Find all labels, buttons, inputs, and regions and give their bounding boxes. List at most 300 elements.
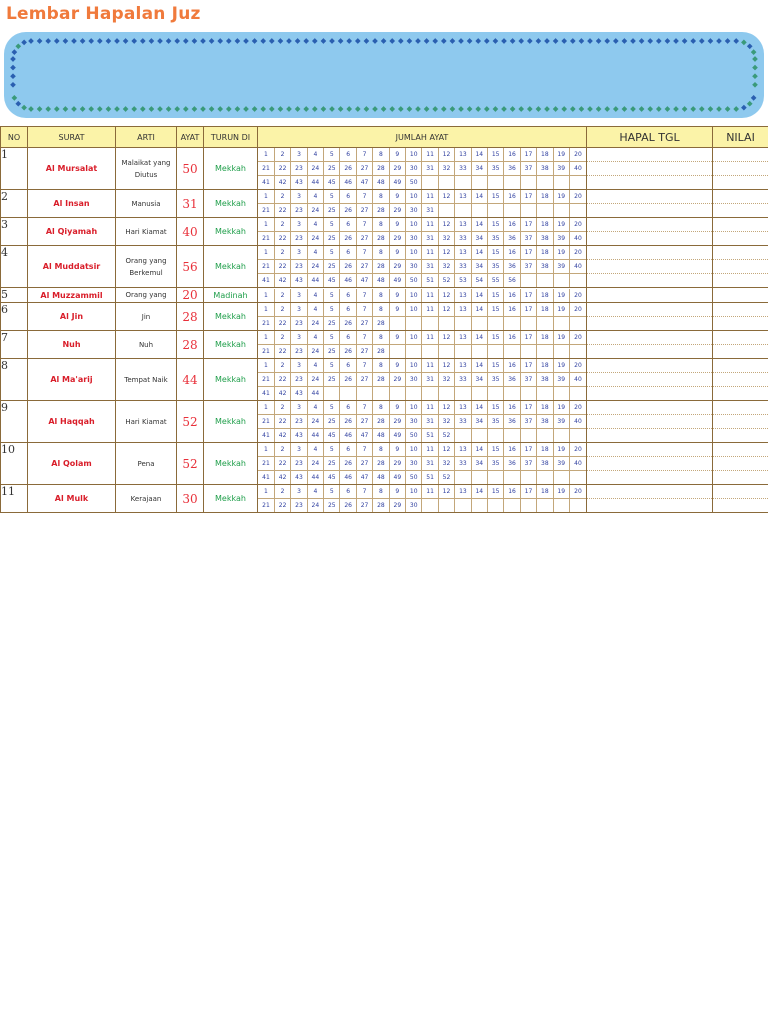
- ayat-cell[interactable]: 40: [569, 457, 586, 471]
- ayat-cell[interactable]: [537, 429, 553, 443]
- ayat-cell[interactable]: 11: [422, 218, 438, 232]
- ayat-cell[interactable]: 7: [356, 485, 372, 499]
- ayat-cell[interactable]: 3: [291, 303, 307, 317]
- ayat-cell[interactable]: 28: [373, 232, 389, 246]
- ayat-cell[interactable]: [438, 499, 454, 513]
- ayat-cell[interactable]: 14: [471, 190, 487, 204]
- ayat-cell[interactable]: 13: [455, 401, 471, 415]
- ayat-cell[interactable]: 17: [520, 190, 536, 204]
- ayat-cell[interactable]: [537, 387, 553, 401]
- ayat-cell[interactable]: 7: [356, 218, 372, 232]
- ayat-cell[interactable]: 41: [258, 387, 274, 401]
- ayat-cell[interactable]: 20: [569, 331, 586, 345]
- ayat-cell[interactable]: 2: [274, 303, 290, 317]
- ayat-cell[interactable]: 2: [274, 443, 290, 457]
- nilai-field[interactable]: [713, 359, 768, 401]
- ayat-cell[interactable]: 5: [324, 401, 340, 415]
- ayat-cell[interactable]: [487, 176, 503, 190]
- ayat-cell[interactable]: 37: [520, 232, 536, 246]
- ayat-cell[interactable]: 32: [438, 457, 454, 471]
- ayat-cell[interactable]: 49: [389, 274, 405, 288]
- ayat-cell[interactable]: 30: [406, 232, 422, 246]
- ayat-cell[interactable]: 20: [569, 303, 586, 317]
- ayat-cell[interactable]: 3: [291, 359, 307, 373]
- ayat-cell[interactable]: 6: [340, 303, 356, 317]
- ayat-cell[interactable]: [553, 471, 569, 485]
- ayat-cell[interactable]: 27: [356, 345, 372, 359]
- ayat-cell[interactable]: 24: [307, 499, 323, 513]
- ayat-cell[interactable]: 26: [340, 373, 356, 387]
- ayat-cell[interactable]: 36: [504, 457, 520, 471]
- ayat-cell[interactable]: 2: [274, 148, 290, 162]
- ayat-cell[interactable]: 15: [487, 218, 503, 232]
- ayat-cell[interactable]: 4: [307, 190, 323, 204]
- ayat-cell[interactable]: 38: [537, 415, 553, 429]
- ayat-cell[interactable]: 20: [569, 289, 586, 302]
- ayat-cell[interactable]: [422, 345, 438, 359]
- ayat-cell[interactable]: 15: [487, 303, 503, 317]
- ayat-cell[interactable]: [487, 499, 503, 513]
- ayat-cell[interactable]: 17: [520, 485, 536, 499]
- ayat-cell[interactable]: [537, 345, 553, 359]
- ayat-cell[interactable]: 4: [307, 246, 323, 260]
- ayat-cell[interactable]: 22: [274, 499, 290, 513]
- ayat-cell[interactable]: [569, 317, 586, 331]
- ayat-cell[interactable]: 14: [471, 443, 487, 457]
- hapal-date-field[interactable]: [587, 303, 713, 331]
- ayat-cell[interactable]: 1: [258, 289, 274, 302]
- ayat-cell[interactable]: 27: [356, 457, 372, 471]
- ayat-cell[interactable]: 45: [324, 176, 340, 190]
- ayat-cell[interactable]: 15: [487, 401, 503, 415]
- ayat-cell[interactable]: 34: [471, 457, 487, 471]
- ayat-cell[interactable]: 46: [340, 176, 356, 190]
- ayat-cell[interactable]: 33: [455, 162, 471, 176]
- ayat-cell[interactable]: 45: [324, 429, 340, 443]
- ayat-cell[interactable]: 12: [438, 303, 454, 317]
- ayat-cell[interactable]: 7: [356, 190, 372, 204]
- hapal-date-field[interactable]: [587, 148, 713, 190]
- ayat-cell[interactable]: 12: [438, 331, 454, 345]
- nilai-field[interactable]: [713, 485, 768, 513]
- ayat-cell[interactable]: 20: [569, 485, 586, 499]
- ayat-cell[interactable]: 9: [389, 148, 405, 162]
- ayat-cell[interactable]: 27: [356, 317, 372, 331]
- ayat-cell[interactable]: 7: [356, 148, 372, 162]
- ayat-cell[interactable]: 36: [504, 232, 520, 246]
- ayat-cell[interactable]: 39: [553, 232, 569, 246]
- nilai-field[interactable]: [713, 218, 768, 246]
- ayat-cell[interactable]: 3: [291, 246, 307, 260]
- ayat-cell[interactable]: [324, 387, 340, 401]
- ayat-cell[interactable]: 14: [471, 401, 487, 415]
- ayat-cell[interactable]: 13: [455, 246, 471, 260]
- ayat-cell[interactable]: 35: [487, 415, 503, 429]
- ayat-cell[interactable]: [520, 317, 536, 331]
- ayat-cell[interactable]: 36: [504, 415, 520, 429]
- ayat-cell[interactable]: [520, 429, 536, 443]
- ayat-cell[interactable]: 18: [537, 289, 553, 302]
- ayat-cell[interactable]: 14: [471, 289, 487, 302]
- ayat-cell[interactable]: 39: [553, 415, 569, 429]
- ayat-cell[interactable]: 52: [438, 429, 454, 443]
- ayat-cell[interactable]: 2: [274, 485, 290, 499]
- ayat-cell[interactable]: 8: [373, 218, 389, 232]
- ayat-cell[interactable]: [487, 387, 503, 401]
- ayat-cell[interactable]: 12: [438, 148, 454, 162]
- ayat-cell[interactable]: 33: [455, 232, 471, 246]
- ayat-cell[interactable]: 17: [520, 359, 536, 373]
- nilai-field[interactable]: [713, 331, 768, 359]
- ayat-cell[interactable]: [455, 345, 471, 359]
- ayat-cell[interactable]: 48: [373, 176, 389, 190]
- ayat-cell[interactable]: 3: [291, 190, 307, 204]
- ayat-cell[interactable]: 20: [569, 218, 586, 232]
- ayat-cell[interactable]: 9: [389, 303, 405, 317]
- ayat-cell[interactable]: 38: [537, 260, 553, 274]
- ayat-cell[interactable]: 10: [406, 443, 422, 457]
- ayat-cell[interactable]: 21: [258, 204, 274, 218]
- ayat-cell[interactable]: 29: [389, 373, 405, 387]
- ayat-cell[interactable]: [520, 471, 536, 485]
- ayat-cell[interactable]: 6: [340, 359, 356, 373]
- ayat-cell[interactable]: 9: [389, 485, 405, 499]
- ayat-cell[interactable]: 28: [373, 204, 389, 218]
- ayat-cell[interactable]: [569, 471, 586, 485]
- ayat-cell[interactable]: 25: [324, 260, 340, 274]
- ayat-cell[interactable]: 37: [520, 373, 536, 387]
- ayat-cell[interactable]: 27: [356, 499, 372, 513]
- ayat-cell[interactable]: 22: [274, 415, 290, 429]
- ayat-cell[interactable]: 15: [487, 485, 503, 499]
- ayat-cell[interactable]: 33: [455, 373, 471, 387]
- ayat-cell[interactable]: 1: [258, 485, 274, 499]
- ayat-cell[interactable]: 2: [274, 331, 290, 345]
- ayat-cell[interactable]: [471, 387, 487, 401]
- hapal-date-field[interactable]: [587, 331, 713, 359]
- ayat-cell[interactable]: 21: [258, 457, 274, 471]
- ayat-cell[interactable]: 38: [537, 232, 553, 246]
- ayat-cell[interactable]: 19: [553, 289, 569, 302]
- ayat-cell[interactable]: 8: [373, 359, 389, 373]
- ayat-cell[interactable]: [537, 176, 553, 190]
- ayat-cell[interactable]: 32: [438, 415, 454, 429]
- ayat-cell[interactable]: 40: [569, 260, 586, 274]
- ayat-cell[interactable]: 31: [422, 415, 438, 429]
- ayat-cell[interactable]: 31: [422, 232, 438, 246]
- ayat-cell[interactable]: 25: [324, 232, 340, 246]
- ayat-cell[interactable]: 6: [340, 289, 356, 302]
- ayat-cell[interactable]: 7: [356, 359, 372, 373]
- ayat-cell[interactable]: 43: [291, 274, 307, 288]
- ayat-cell[interactable]: 17: [520, 303, 536, 317]
- ayat-cell[interactable]: 8: [373, 401, 389, 415]
- ayat-cell[interactable]: 36: [504, 260, 520, 274]
- ayat-cell[interactable]: [504, 317, 520, 331]
- ayat-cell[interactable]: 2: [274, 289, 290, 302]
- ayat-cell[interactable]: 18: [537, 443, 553, 457]
- ayat-cell[interactable]: 31: [422, 260, 438, 274]
- ayat-cell[interactable]: 47: [356, 429, 372, 443]
- ayat-cell[interactable]: [455, 317, 471, 331]
- ayat-cell[interactable]: [406, 345, 422, 359]
- ayat-cell[interactable]: 16: [504, 443, 520, 457]
- ayat-cell[interactable]: [406, 387, 422, 401]
- ayat-cell[interactable]: 16: [504, 485, 520, 499]
- ayat-cell[interactable]: 7: [356, 289, 372, 302]
- ayat-cell[interactable]: 26: [340, 457, 356, 471]
- ayat-cell[interactable]: 5: [324, 246, 340, 260]
- ayat-cell[interactable]: 30: [406, 499, 422, 513]
- ayat-cell[interactable]: 17: [520, 401, 536, 415]
- hapal-date-field[interactable]: [587, 190, 713, 218]
- ayat-cell[interactable]: 49: [389, 471, 405, 485]
- ayat-cell[interactable]: 3: [291, 485, 307, 499]
- ayat-cell[interactable]: 15: [487, 246, 503, 260]
- ayat-cell[interactable]: 44: [307, 387, 323, 401]
- ayat-cell[interactable]: 9: [389, 401, 405, 415]
- ayat-cell[interactable]: 5: [324, 289, 340, 302]
- ayat-cell[interactable]: [471, 317, 487, 331]
- ayat-cell[interactable]: [569, 345, 586, 359]
- ayat-cell[interactable]: 49: [389, 176, 405, 190]
- ayat-cell[interactable]: [422, 317, 438, 331]
- ayat-cell[interactable]: 21: [258, 317, 274, 331]
- ayat-cell[interactable]: 52: [438, 274, 454, 288]
- ayat-cell[interactable]: 25: [324, 415, 340, 429]
- ayat-cell[interactable]: 18: [537, 331, 553, 345]
- ayat-cell[interactable]: [356, 387, 372, 401]
- ayat-cell[interactable]: 28: [373, 499, 389, 513]
- ayat-cell[interactable]: [537, 274, 553, 288]
- ayat-cell[interactable]: 13: [455, 190, 471, 204]
- ayat-cell[interactable]: 11: [422, 485, 438, 499]
- ayat-cell[interactable]: [520, 274, 536, 288]
- ayat-cell[interactable]: 35: [487, 162, 503, 176]
- ayat-cell[interactable]: 25: [324, 204, 340, 218]
- ayat-cell[interactable]: 15: [487, 289, 503, 302]
- ayat-cell[interactable]: 28: [373, 345, 389, 359]
- ayat-cell[interactable]: 13: [455, 443, 471, 457]
- ayat-cell[interactable]: 20: [569, 359, 586, 373]
- ayat-cell[interactable]: 33: [455, 260, 471, 274]
- ayat-cell[interactable]: 8: [373, 289, 389, 302]
- ayat-cell[interactable]: 24: [307, 345, 323, 359]
- nilai-field[interactable]: [713, 401, 768, 443]
- ayat-cell[interactable]: 14: [471, 485, 487, 499]
- ayat-cell[interactable]: 24: [307, 457, 323, 471]
- ayat-cell[interactable]: [389, 345, 405, 359]
- ayat-cell[interactable]: [438, 204, 454, 218]
- ayat-cell[interactable]: 38: [537, 373, 553, 387]
- ayat-cell[interactable]: 27: [356, 373, 372, 387]
- ayat-cell[interactable]: 8: [373, 331, 389, 345]
- nilai-field[interactable]: [713, 443, 768, 485]
- ayat-cell[interactable]: 17: [520, 443, 536, 457]
- ayat-cell[interactable]: 25: [324, 162, 340, 176]
- ayat-cell[interactable]: 26: [340, 499, 356, 513]
- ayat-cell[interactable]: 19: [553, 331, 569, 345]
- ayat-cell[interactable]: 27: [356, 162, 372, 176]
- ayat-cell[interactable]: 26: [340, 345, 356, 359]
- ayat-cell[interactable]: 22: [274, 260, 290, 274]
- ayat-cell[interactable]: [537, 471, 553, 485]
- ayat-cell[interactable]: 35: [487, 232, 503, 246]
- ayat-cell[interactable]: [455, 499, 471, 513]
- ayat-cell[interactable]: 27: [356, 232, 372, 246]
- ayat-cell[interactable]: 19: [553, 218, 569, 232]
- ayat-cell[interactable]: 5: [324, 303, 340, 317]
- ayat-cell[interactable]: 10: [406, 190, 422, 204]
- ayat-cell[interactable]: [406, 317, 422, 331]
- ayat-cell[interactable]: 48: [373, 471, 389, 485]
- ayat-cell[interactable]: 17: [520, 218, 536, 232]
- ayat-cell[interactable]: 41: [258, 429, 274, 443]
- ayat-cell[interactable]: [487, 471, 503, 485]
- ayat-cell[interactable]: 8: [373, 148, 389, 162]
- ayat-cell[interactable]: 31: [422, 373, 438, 387]
- ayat-cell[interactable]: 32: [438, 232, 454, 246]
- ayat-cell[interactable]: 28: [373, 260, 389, 274]
- ayat-cell[interactable]: 34: [471, 232, 487, 246]
- ayat-cell[interactable]: 6: [340, 218, 356, 232]
- nilai-field[interactable]: [713, 303, 768, 331]
- ayat-cell[interactable]: 9: [389, 331, 405, 345]
- ayat-cell[interactable]: 42: [274, 387, 290, 401]
- ayat-cell[interactable]: 1: [258, 218, 274, 232]
- ayat-cell[interactable]: [504, 387, 520, 401]
- ayat-cell[interactable]: 44: [307, 274, 323, 288]
- ayat-cell[interactable]: [553, 387, 569, 401]
- ayat-cell[interactable]: 17: [520, 289, 536, 302]
- ayat-cell[interactable]: [487, 317, 503, 331]
- ayat-cell[interactable]: 13: [455, 148, 471, 162]
- ayat-cell[interactable]: [487, 204, 503, 218]
- ayat-cell[interactable]: 34: [471, 373, 487, 387]
- ayat-cell[interactable]: 6: [340, 246, 356, 260]
- ayat-cell[interactable]: 10: [406, 359, 422, 373]
- ayat-cell[interactable]: 29: [389, 162, 405, 176]
- ayat-cell[interactable]: 43: [291, 176, 307, 190]
- ayat-cell[interactable]: 29: [389, 499, 405, 513]
- ayat-cell[interactable]: 39: [553, 162, 569, 176]
- ayat-cell[interactable]: 4: [307, 218, 323, 232]
- ayat-cell[interactable]: 44: [307, 429, 323, 443]
- ayat-cell[interactable]: 11: [422, 246, 438, 260]
- ayat-cell[interactable]: 13: [455, 331, 471, 345]
- ayat-cell[interactable]: 40: [569, 162, 586, 176]
- ayat-cell[interactable]: 1: [258, 190, 274, 204]
- ayat-cell[interactable]: 11: [422, 331, 438, 345]
- ayat-cell[interactable]: [455, 204, 471, 218]
- ayat-cell[interactable]: 22: [274, 457, 290, 471]
- ayat-cell[interactable]: 16: [504, 401, 520, 415]
- ayat-cell[interactable]: 36: [504, 373, 520, 387]
- ayat-cell[interactable]: 43: [291, 387, 307, 401]
- ayat-cell[interactable]: 12: [438, 443, 454, 457]
- ayat-cell[interactable]: 30: [406, 162, 422, 176]
- ayat-cell[interactable]: 23: [291, 232, 307, 246]
- ayat-cell[interactable]: 23: [291, 204, 307, 218]
- ayat-cell[interactable]: 32: [438, 260, 454, 274]
- ayat-cell[interactable]: 47: [356, 176, 372, 190]
- ayat-cell[interactable]: 29: [389, 232, 405, 246]
- ayat-cell[interactable]: [537, 204, 553, 218]
- ayat-cell[interactable]: 4: [307, 289, 323, 302]
- ayat-cell[interactable]: [471, 204, 487, 218]
- ayat-cell[interactable]: 10: [406, 331, 422, 345]
- ayat-cell[interactable]: 25: [324, 499, 340, 513]
- ayat-cell[interactable]: 29: [389, 204, 405, 218]
- ayat-cell[interactable]: 55: [487, 274, 503, 288]
- ayat-cell[interactable]: 10: [406, 485, 422, 499]
- ayat-cell[interactable]: 19: [553, 246, 569, 260]
- ayat-cell[interactable]: [422, 176, 438, 190]
- ayat-cell[interactable]: 14: [471, 359, 487, 373]
- nilai-field[interactable]: [713, 148, 768, 190]
- ayat-cell[interactable]: 3: [291, 401, 307, 415]
- ayat-cell[interactable]: 50: [406, 429, 422, 443]
- ayat-cell[interactable]: 5: [324, 359, 340, 373]
- ayat-cell[interactable]: [520, 387, 536, 401]
- ayat-cell[interactable]: 38: [537, 162, 553, 176]
- ayat-cell[interactable]: 18: [537, 401, 553, 415]
- ayat-cell[interactable]: 4: [307, 485, 323, 499]
- ayat-cell[interactable]: 1: [258, 359, 274, 373]
- ayat-cell[interactable]: 46: [340, 429, 356, 443]
- ayat-cell[interactable]: [553, 274, 569, 288]
- ayat-cell[interactable]: 15: [487, 443, 503, 457]
- ayat-cell[interactable]: 48: [373, 274, 389, 288]
- hapal-date-field[interactable]: [587, 359, 713, 401]
- ayat-cell[interactable]: 21: [258, 415, 274, 429]
- ayat-cell[interactable]: [553, 176, 569, 190]
- ayat-cell[interactable]: 3: [291, 331, 307, 345]
- ayat-cell[interactable]: 45: [324, 274, 340, 288]
- ayat-cell[interactable]: 1: [258, 303, 274, 317]
- ayat-cell[interactable]: 19: [553, 303, 569, 317]
- ayat-cell[interactable]: 39: [553, 457, 569, 471]
- ayat-cell[interactable]: 31: [422, 457, 438, 471]
- ayat-cell[interactable]: 44: [307, 176, 323, 190]
- ayat-cell[interactable]: 17: [520, 148, 536, 162]
- ayat-cell[interactable]: [569, 429, 586, 443]
- hapal-date-field[interactable]: [587, 443, 713, 485]
- ayat-cell[interactable]: [471, 499, 487, 513]
- ayat-cell[interactable]: 19: [553, 443, 569, 457]
- ayat-cell[interactable]: 15: [487, 148, 503, 162]
- ayat-cell[interactable]: 32: [438, 162, 454, 176]
- ayat-cell[interactable]: 22: [274, 317, 290, 331]
- ayat-cell[interactable]: 30: [406, 373, 422, 387]
- ayat-cell[interactable]: 53: [455, 274, 471, 288]
- ayat-cell[interactable]: 37: [520, 457, 536, 471]
- ayat-cell[interactable]: [471, 345, 487, 359]
- ayat-cell[interactable]: [487, 429, 503, 443]
- ayat-cell[interactable]: 12: [438, 246, 454, 260]
- ayat-cell[interactable]: 16: [504, 359, 520, 373]
- ayat-cell[interactable]: [471, 429, 487, 443]
- hapal-date-field[interactable]: [587, 288, 713, 303]
- ayat-cell[interactable]: 20: [569, 148, 586, 162]
- ayat-cell[interactable]: 4: [307, 148, 323, 162]
- ayat-cell[interactable]: 26: [340, 317, 356, 331]
- ayat-cell[interactable]: 9: [389, 246, 405, 260]
- ayat-cell[interactable]: 18: [537, 246, 553, 260]
- ayat-cell[interactable]: [455, 387, 471, 401]
- ayat-cell[interactable]: [455, 176, 471, 190]
- ayat-cell[interactable]: 52: [438, 471, 454, 485]
